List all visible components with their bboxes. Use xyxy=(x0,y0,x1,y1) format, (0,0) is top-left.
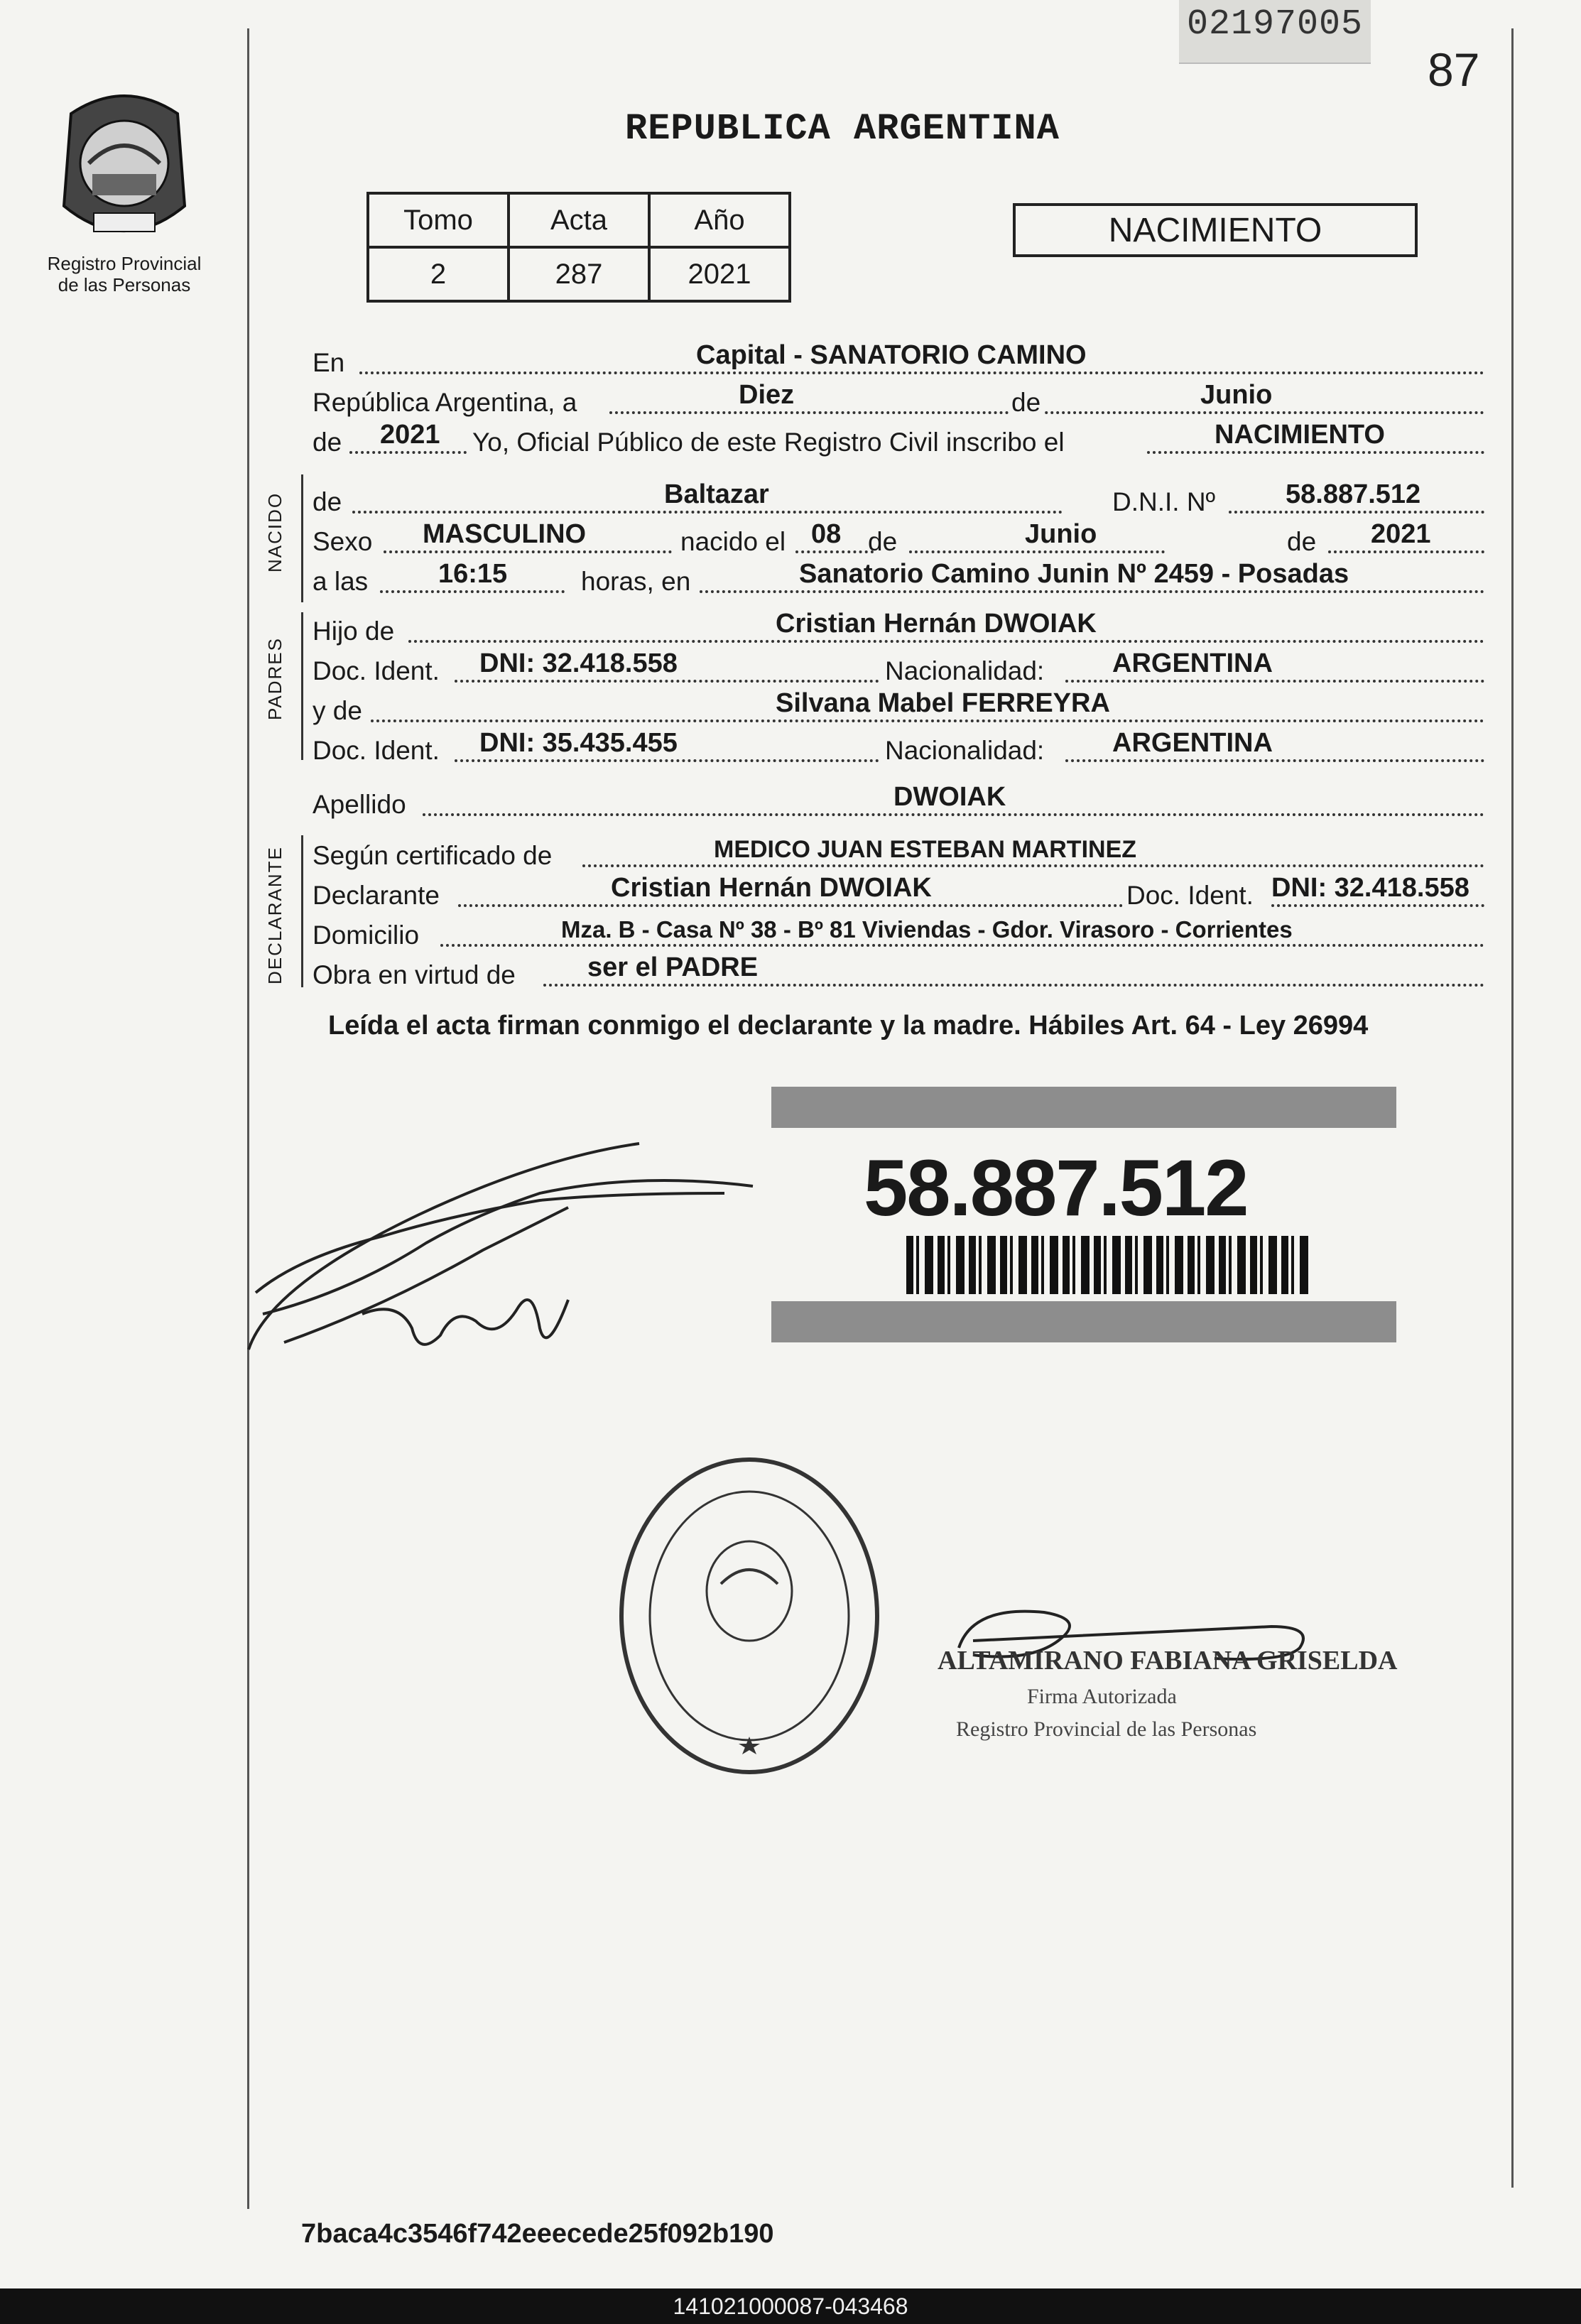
row-declarante xyxy=(313,874,1484,913)
birth-month: Junio xyxy=(1025,519,1097,549)
dotted-line xyxy=(352,511,1063,514)
obra-label: Obra en virtud de xyxy=(313,960,516,989)
apellido-label: Apellido xyxy=(313,790,406,819)
alas-label: a las xyxy=(313,567,369,596)
father-name: Cristian Hernán DWOIAK xyxy=(776,609,1097,639)
nacido-section-line xyxy=(301,474,303,602)
year-prefix: de xyxy=(313,428,342,457)
row-hijo-de xyxy=(313,609,1484,649)
dni-label-number: 58.887.512 xyxy=(864,1144,1248,1232)
decl-doc-label: Doc. Ident. xyxy=(1122,881,1258,911)
nacido-de-label3: de xyxy=(1287,527,1317,556)
dotted-line xyxy=(609,411,1484,414)
republica-label: República Argentina, a xyxy=(313,388,577,417)
inscribo-label: Yo, Oficial Público de este Registro Civil inscribo el xyxy=(472,428,1065,457)
mother-name: Silvana Mabel FERREYRA xyxy=(776,688,1110,718)
horas-label: horas, en xyxy=(581,567,691,596)
official-title1: Firma Autorizada xyxy=(1027,1685,1177,1708)
day-value: Diez xyxy=(739,380,795,410)
sexo-label: Sexo xyxy=(313,527,373,556)
dotted-line xyxy=(795,550,874,553)
apellido-value: DWOIAK xyxy=(893,782,1006,812)
acta-header-acta: Acta xyxy=(509,193,649,247)
nacido-de-label2: de xyxy=(868,527,898,556)
row-apellido xyxy=(313,783,1484,822)
decl-doc-value: DNI: 32.418.558 xyxy=(1271,873,1469,903)
dotted-line xyxy=(384,550,689,553)
dotted-line xyxy=(458,904,1168,907)
dotted-line xyxy=(1065,680,1484,683)
serial-number: 02197005 xyxy=(1179,0,1371,64)
dni-label: D.N.I. Nº xyxy=(1112,487,1216,516)
birth-day: 08 xyxy=(811,519,842,549)
row-father-doc xyxy=(313,649,1484,689)
nacido-side-label: NACIDO xyxy=(264,492,286,572)
padres-side-label: PADRES xyxy=(264,637,286,720)
doc-label: Doc. Ident. xyxy=(313,656,440,685)
row-sexo xyxy=(313,520,1484,560)
row-hora xyxy=(313,560,1484,599)
en-value: Capital - SANATORIO CAMINO xyxy=(696,340,1087,370)
en-label: En xyxy=(313,348,345,377)
page-number: 87 xyxy=(1428,43,1480,96)
child-name: Baltazar xyxy=(664,479,769,509)
nac-label: Nacionalidad: xyxy=(881,656,1048,686)
right-margin-line xyxy=(1511,28,1514,2188)
dotted-line xyxy=(582,864,1484,867)
acta-header-tomo: Tomo xyxy=(368,193,509,247)
nac-label2: Nacionalidad: xyxy=(881,736,1048,766)
row-republica xyxy=(313,381,1484,420)
acta-header-ano: Año xyxy=(649,193,790,247)
dotted-line xyxy=(1147,451,1484,454)
row-domicilio xyxy=(313,913,1484,953)
record-type-box: NACIMIENTO xyxy=(1013,203,1418,257)
dotted-line xyxy=(408,640,1484,643)
dotted-line xyxy=(700,590,1484,593)
row-en xyxy=(313,341,1484,381)
birth-place: Sanatorio Camino Junin Nº 2459 - Posadas xyxy=(799,559,1349,589)
mother-nationality: ARGENTINA xyxy=(1112,728,1273,758)
footer-code: 141021000087-043468 xyxy=(0,2288,1581,2324)
year-value: 2021 xyxy=(380,420,440,450)
nacido-de-label: de xyxy=(313,487,342,516)
row-year xyxy=(313,420,1484,460)
birth-time: 16:15 xyxy=(438,559,508,589)
dotted-line xyxy=(1229,511,1484,514)
dotted-line xyxy=(543,984,1484,987)
de-label: de xyxy=(1009,388,1043,418)
misiones-emblem-logo xyxy=(50,85,199,249)
dotted-line xyxy=(349,451,467,454)
dotted-line xyxy=(423,813,1484,816)
decl-label: Declarante xyxy=(313,881,440,910)
acta-header-row xyxy=(368,193,790,247)
sexo-value: MASCULINO xyxy=(423,519,587,549)
logo-caption-line1: Registro Provincial xyxy=(47,253,202,274)
father-nationality: ARGENTINA xyxy=(1112,648,1273,678)
dni-barcode-label xyxy=(771,1087,1396,1342)
closing-note: Leída el acta firman conmigo el declarante y la madre. Hábiles Art. 64 - Ley 26994 xyxy=(328,1011,1369,1041)
declarante-side-label: DECLARANTE xyxy=(264,846,286,984)
dotted-line xyxy=(380,590,565,593)
left-margin-line xyxy=(247,28,249,2209)
dom-label: Domicilio xyxy=(313,921,420,950)
dotted-line xyxy=(1328,550,1484,553)
dni-band-bottom xyxy=(771,1301,1396,1342)
acta-value-row xyxy=(368,247,790,301)
logo-caption-line2: de las Personas xyxy=(58,274,191,295)
yde-label: y de xyxy=(313,696,362,725)
doc-label2: Doc. Ident. xyxy=(313,736,440,765)
cert-label: Según certificado de xyxy=(313,841,553,870)
row-mother-doc xyxy=(313,729,1484,769)
mother-doc: DNI: 35.435.455 xyxy=(479,728,678,758)
dom-value: Mza. B - Casa Nº 38 - Bº 81 Viviendas - Gdor. Virasoro - Corrientes xyxy=(561,916,1293,943)
declarante-section-line xyxy=(301,835,303,987)
barcode-graphic xyxy=(906,1236,1311,1294)
official-name: ALTAMIRANO FABIANA GRISELDA xyxy=(938,1646,1398,1676)
acta-value-tomo: 2 xyxy=(368,247,509,301)
month-value: Junio xyxy=(1200,380,1273,410)
hijo-label: Hijo de xyxy=(313,617,395,646)
cert-value: MEDICO JUAN ESTEBAN MARTINEZ xyxy=(714,836,1137,863)
decl-value: Cristian Hernán DWOIAK xyxy=(611,873,932,903)
dotted-line xyxy=(359,371,1484,374)
acta-value-acta: 287 xyxy=(509,247,649,301)
dotted-line xyxy=(440,944,1484,947)
row-certificado xyxy=(313,834,1484,874)
document-hash: 7baca4c3546f742eeecede25f092b190 xyxy=(301,2219,774,2249)
birth-year: 2021 xyxy=(1371,519,1431,549)
acta-value-ano: 2021 xyxy=(649,247,790,301)
document-title: REPUBLICA ARGENTINA xyxy=(625,108,1060,150)
row-obra xyxy=(313,953,1484,993)
child-dni: 58.887.512 xyxy=(1286,479,1421,509)
dotted-line xyxy=(1065,759,1484,762)
declarant-signature xyxy=(241,1129,795,1371)
obra-value: ser el PADRE xyxy=(587,952,759,982)
father-doc: DNI: 32.418.558 xyxy=(479,648,678,678)
row-nacido-name xyxy=(313,480,1484,520)
acta-table xyxy=(366,192,791,303)
registry-seal xyxy=(611,1449,888,1783)
official-title2: Registro Provincial de las Personas xyxy=(956,1717,1257,1741)
dotted-line xyxy=(1271,904,1484,907)
dotted-line xyxy=(371,720,1484,722)
padres-section-line xyxy=(301,612,303,760)
inscribo-value: NACIMIENTO xyxy=(1215,420,1385,450)
dni-band-top xyxy=(771,1087,1396,1128)
logo-caption xyxy=(21,253,227,295)
dotted-line xyxy=(909,550,1165,553)
row-y-de xyxy=(313,689,1484,729)
nacido-el-label: nacido el xyxy=(673,527,793,557)
